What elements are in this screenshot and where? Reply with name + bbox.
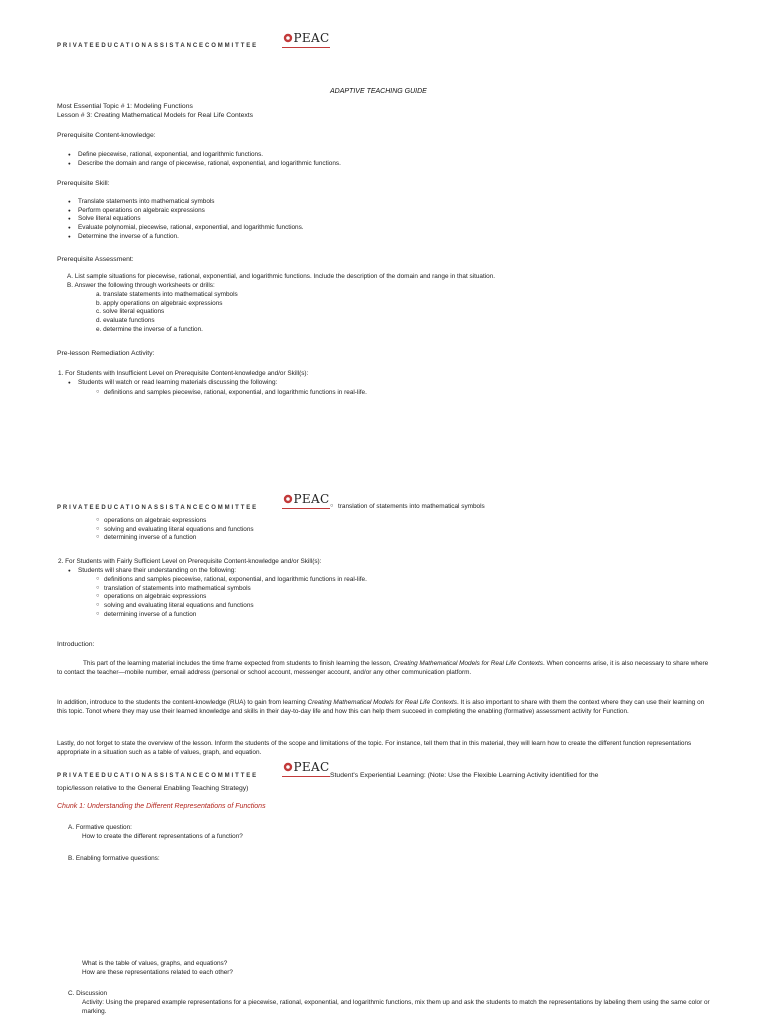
logo-text: PEAC: [293, 760, 330, 774]
logo-underline: [282, 47, 330, 48]
introduction-paragraph-1: [57, 660, 713, 677]
assessment-item-b: B. Answer the following through worksheets or drills:: [67, 282, 215, 289]
remediation-item-2: 2. For Students with Fairly Sufficient Level on Prerequisite Content-knowledge and/or Skill(s):: [58, 558, 322, 565]
prereq-content-list: [68, 151, 341, 168]
peac-logo: [282, 30, 330, 48]
introduction-paragraph-3: Lastly, do not forget to state the overview of the lesson. Inform the students of the scope and limitations of the topic. For instance, tell them that in this material, they will learn how to create the different function representations appropriate in a situation such as a table of values, graph, and equation.: [57, 740, 692, 756]
remediation-item-1: 1. For Students with Insufficient Level on Prerequisite Content-knowledge and/or Skill(s):: [58, 370, 309, 377]
list-item: ○ solving and evaluating literal equations and functions: [96, 602, 367, 611]
header-org-name: PRIVATEEDUCATIONASSISTANCECOMMITTEE: [57, 773, 259, 779]
remediation-heading: Pre-lesson Remediation Activity:: [57, 350, 155, 357]
introduction-heading: Introduction:: [57, 641, 95, 648]
list-item: ○ determining inverse of a function: [96, 611, 367, 620]
list-item: ● Students will watch or read learning materials discussing the following:: [68, 379, 277, 388]
experiential-learning-line-2: topic/lesson relative to the General Enabling Teaching Strategy): [57, 785, 249, 792]
discussion-label: C. Discussion: [68, 990, 108, 997]
assessment-sublist: [96, 291, 238, 334]
list-item: b. apply operations on algebraic expressions: [96, 299, 223, 307]
experiential-learning-line-1: Student's Experiential Learning: (Note: Use the Flexible Learning Activity identified for the: [330, 772, 599, 779]
formative-question-label: A. Formative question:: [68, 824, 132, 831]
formative-question: How to create the different representations of a function?: [82, 833, 243, 840]
list-item: a. translate statements into mathematical symbols: [96, 291, 238, 298]
remediation-1-sublist-cont: [96, 517, 254, 543]
list-item: ○ translation of statements into mathematical symbols: [330, 503, 485, 512]
assessment-item-a: A. List sample situations for piecewise, rational, exponential, and logarithmic functions. Include the description of the domain and range in that situation.: [67, 273, 496, 280]
discussion-text: Activity: Using the prepared example representations for a piecewise, rational, exponential, and logarithmic functions, mix them up and ask the students to match the representations by labeling them using the same color or marking.: [82, 999, 710, 1015]
lesson-title-italic: Creating Mathematical Models for Real Life Contexts: [307, 699, 457, 706]
list-item: ○ definitions and samples piecewise, rational, exponential, and logarithmic functions in real-life.: [96, 576, 367, 585]
list-item: ● Evaluate polynomial, piecewise, rational, exponential, and logarithmic functions.: [68, 224, 304, 233]
list-item: ● Students will share their understanding on the following:: [68, 567, 236, 576]
peac-logo-icon: [283, 33, 293, 43]
logo-text: PEAC: [293, 492, 330, 506]
prereq-content-heading: Prerequisite Content-knowledge:: [57, 132, 156, 139]
lesson-title-italic: Creating Mathematical Models for Real Life Contexts: [393, 660, 544, 667]
list-item: ● Define piecewise, rational, exponential, and logarithmic functions.: [68, 151, 341, 160]
topic-line: Most Essential Topic # 1: Modeling Functions: [57, 103, 193, 110]
remediation-1-bullets: [68, 379, 277, 388]
list-item: ○ determining inverse of a function: [96, 534, 254, 543]
list-item: ● Describe the domain and range of piecewise, rational, exponential, and logarithmic functions.: [68, 160, 341, 169]
remediation-1-sublist: [96, 389, 367, 398]
logo-text: PEAC: [293, 31, 330, 45]
page-title: ADAPTIVE TEACHING GUIDE: [330, 88, 427, 95]
enabling-questions-label: B. Enabling formative questions:: [68, 855, 160, 862]
list-item: ○ operations on algebraic expressions: [96, 593, 367, 602]
header-org-name: PRIVATEEDUCATIONASSISTANCECOMMITTEE: [57, 43, 259, 49]
prereq-skill-list: [68, 198, 304, 241]
introduction-paragraph-2: [57, 699, 713, 716]
list-item: ○ definitions and samples piecewise, rational, exponential, and logarithmic functions in real-life.: [96, 389, 367, 398]
enabling-question-1: What is the table of values, graphs, and equations?: [82, 960, 228, 967]
prereq-assessment-heading: Prerequisite Assessment:: [57, 256, 134, 263]
list-item: ○ operations on algebraic expressions: [96, 517, 254, 526]
enabling-question-2: How are these representations related to each other?: [82, 969, 233, 976]
peac-logo-icon: [283, 494, 293, 504]
logo-underline: [282, 776, 330, 777]
chunk-title: Chunk 1: Understanding the Different Representations of Functions: [57, 803, 266, 810]
remediation-1-sublist-cont: [330, 503, 485, 512]
list-item: ● Solve literal equations: [68, 215, 304, 224]
list-item: d. evaluate functions: [96, 316, 155, 324]
text-run: This part of the learning material includes the time frame expected from students to finish learning the lesson,: [83, 660, 394, 667]
peac-logo: [282, 491, 330, 509]
peac-logo-icon: [283, 762, 293, 772]
text-run: . When concerns arise, it is also necessary to share where to contact the teacher—mobile number, email address (personal or school account, messenger account, and/or any other communication platform.: [57, 660, 709, 676]
list-item: e. determine the inverse of a function.: [96, 325, 203, 333]
text-run: In addition, introduce to the students the content-knowledge (RUA) to gain from learning: [57, 699, 308, 706]
logo-underline: [282, 508, 330, 509]
text-run: . It is also important to share with them the context where they can use their learning on this topic. Tonot where they may use their learned knowledge and skills in their day-to-day life and how this can help them succeed in completing the enabling (formative) assessment activity for Function.: [57, 699, 705, 715]
list-item: ● Determine the inverse of a function.: [68, 233, 304, 242]
list-item: ○ solving and evaluating literal equations and functions: [96, 526, 254, 535]
peac-logo: [282, 759, 330, 777]
list-item: c. solve literal equations: [96, 308, 165, 316]
prereq-skill-heading: Prerequisite Skill:: [57, 180, 110, 187]
list-item: ● Perform operations on algebraic expressions: [68, 207, 304, 216]
header-org-name: PRIVATEEDUCATIONASSISTANCECOMMITTEE: [57, 505, 259, 511]
list-item: ○ translation of statements into mathematical symbols: [96, 585, 367, 594]
remediation-2-bullets: [68, 567, 236, 576]
remediation-2-sublist: [96, 576, 367, 619]
lesson-line: Lesson # 3: Creating Mathematical Models for Real Life Contexts: [57, 112, 254, 119]
list-item: ● Translate statements into mathematical symbols: [68, 198, 304, 207]
